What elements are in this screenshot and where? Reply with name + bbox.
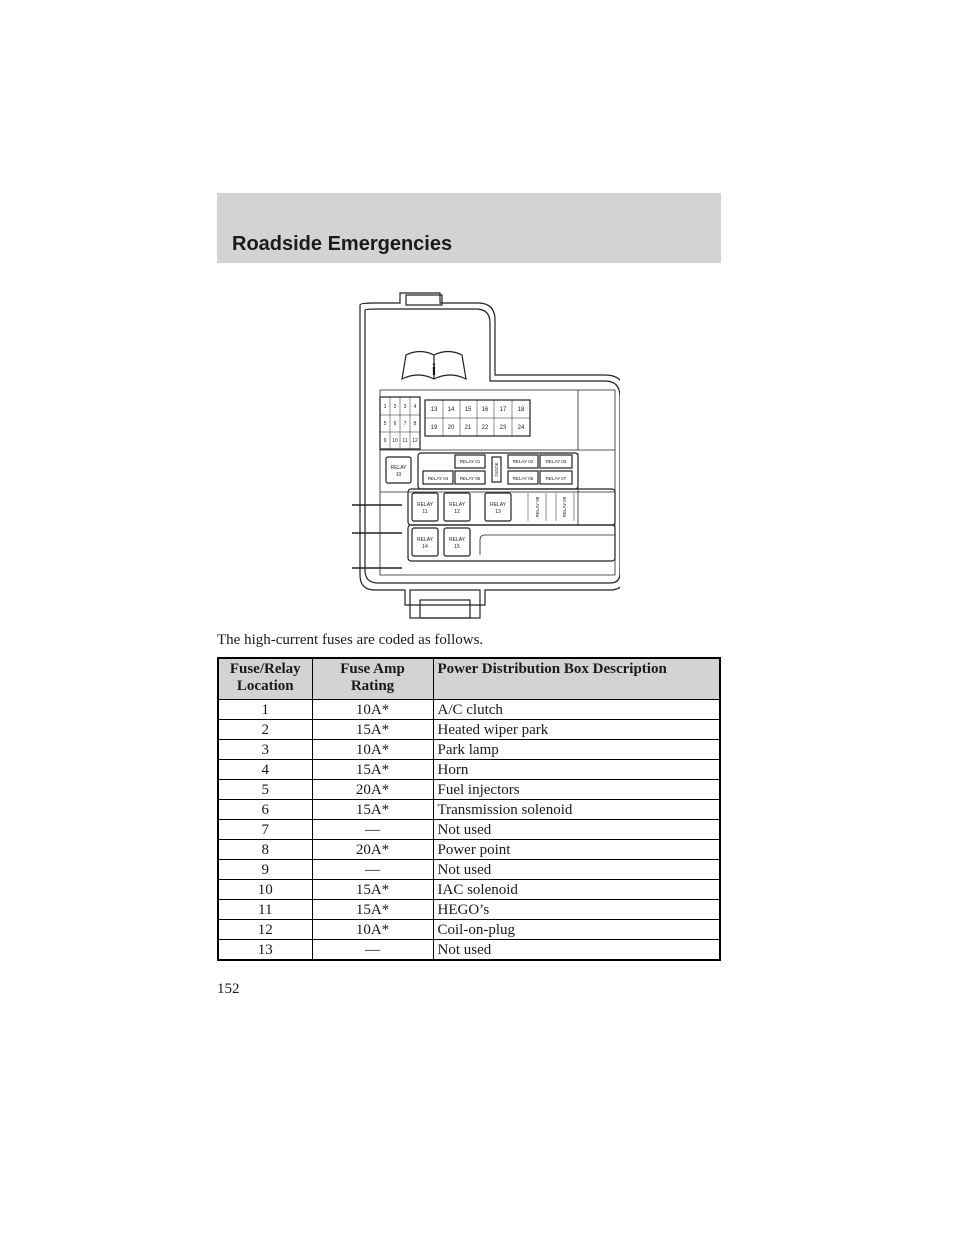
fuse-table <box>217 657 721 961</box>
table-row <box>218 880 720 900</box>
section-title: Roadside Emergencies <box>232 233 453 255</box>
cell-amp-rating: 10A* <box>312 920 433 940</box>
table-row <box>218 860 720 880</box>
cell-location: 4 <box>218 760 312 780</box>
relay-09-label: RELAY 09 <box>562 496 567 518</box>
cell-location: 6 <box>218 800 312 820</box>
cell-amp-rating: 15A* <box>312 800 433 820</box>
header-amp-line1: Fuse Amp <box>340 661 405 677</box>
header-amp-line2: Rating <box>350 678 395 694</box>
relay-11-label-line1: RELAY <box>416 502 434 508</box>
cell-location: 5 <box>218 780 312 800</box>
header-location-line2: Location <box>236 678 294 694</box>
fuse-box-diagram <box>320 285 620 625</box>
cell-location: 3 <box>218 740 312 760</box>
header-location-line1: Fuse/Relay <box>229 661 301 677</box>
relay-10-label-line1: RELAY <box>390 465 407 471</box>
fuse-17-label: 17 <box>499 407 507 413</box>
fuse-24-label: 24 <box>517 425 525 431</box>
fuse-5-label: 5 <box>383 421 387 427</box>
fuse-6-label: 6 <box>393 421 397 427</box>
relay-15-label-line1: RELAY <box>448 537 466 543</box>
table-row <box>218 780 720 800</box>
fuse-19-label: 19 <box>430 425 438 431</box>
fuse-4-label: 4 <box>413 404 417 410</box>
cell-description: IAC solenoid <box>433 880 720 900</box>
relay-12-label-line1: RELAY <box>448 502 466 508</box>
table-row <box>218 800 720 820</box>
cell-description: HEGO’s <box>433 900 720 920</box>
header-amp-rating <box>312 658 433 700</box>
relay-02-label: RELAY 02 <box>512 459 534 464</box>
mini-fuse-labels <box>384 404 418 444</box>
cell-description: Heated wiper park <box>433 720 720 740</box>
cell-amp-rating: 20A* <box>312 840 433 860</box>
fuse-7-label: 7 <box>403 421 407 427</box>
cell-location: 12 <box>218 920 312 940</box>
table-row <box>218 720 720 740</box>
fuse-2-label: 2 <box>393 404 397 410</box>
table-header-row <box>218 658 720 700</box>
cell-amp-rating: 15A* <box>312 720 433 740</box>
intro-text: The high-current fuses are coded as follows. <box>217 632 484 648</box>
cell-amp-rating: 15A* <box>312 880 433 900</box>
cell-amp-rating: 15A* <box>312 760 433 780</box>
relay-06-label: RELAY 06 <box>512 476 534 481</box>
maxi-fuse-labels <box>431 407 525 431</box>
cell-description: Not used <box>433 940 720 961</box>
fuse-9-label: 9 <box>383 438 387 444</box>
fuse-12-label: 12 <box>412 438 418 444</box>
relay-07-label: RELAY 07 <box>545 476 567 481</box>
fuse-3-label: 3 <box>403 404 407 410</box>
cell-location: 7 <box>218 820 312 840</box>
fuse-16-label: 16 <box>481 407 489 413</box>
table-row <box>218 760 720 780</box>
fuse-15-label: 15 <box>464 407 472 413</box>
fuse-18-label: 18 <box>517 407 525 413</box>
cell-amp-rating: 20A* <box>312 780 433 800</box>
relay-13-label-line1: RELAY <box>489 502 507 508</box>
cell-description: Fuel injectors <box>433 780 720 800</box>
fuse-23-label: 23 <box>499 425 507 431</box>
fuse-11-label: 11 <box>402 438 408 444</box>
page-number: 152 <box>217 981 240 997</box>
relay-08-label: RELAY 08 <box>535 496 540 518</box>
fuse-13-label: 13 <box>430 407 438 413</box>
cell-description: Power point <box>433 840 720 860</box>
header-location <box>218 658 312 700</box>
relay-04-label: RELAY 04 <box>427 476 449 481</box>
cell-description: Transmission solenoid <box>433 800 720 820</box>
cell-amp-rating: — <box>312 940 433 961</box>
cell-description: Horn <box>433 760 720 780</box>
fuse-8-label: 8 <box>413 421 417 427</box>
relay-12-label-line2: 12 <box>454 509 460 515</box>
relay-05-label: RELAY 05 <box>459 476 481 481</box>
cell-amp-rating: — <box>312 820 433 840</box>
cell-description: Not used <box>433 860 720 880</box>
cell-location: 2 <box>218 720 312 740</box>
section-header-bar <box>217 193 721 263</box>
header-description: Power Distribution Box Description <box>433 658 720 700</box>
relay-10-label-line2: 10 <box>395 472 402 478</box>
cell-description: A/C clutch <box>433 700 720 720</box>
fuse-table-body <box>218 700 720 961</box>
fuse-10-label: 10 <box>392 438 398 444</box>
cell-description: Coil-on-plug <box>433 920 720 940</box>
table-row <box>218 700 720 720</box>
cell-location: 13 <box>218 940 312 961</box>
cell-amp-rating: 15A* <box>312 900 433 920</box>
cell-amp-rating: — <box>312 860 433 880</box>
relay-11-label-line2: 11 <box>422 509 428 515</box>
fuse-1-label: 1 <box>383 404 387 410</box>
relay-01-label: RELAY 01 <box>459 459 481 464</box>
relay-03-label: RELAY 03 <box>545 459 567 464</box>
fuse-22-label: 22 <box>481 425 489 431</box>
table-row <box>218 920 720 940</box>
relay-14-label-line1: RELAY <box>416 537 434 543</box>
relay-14-label-line2: 14 <box>422 544 428 550</box>
cell-amp-rating: 10A* <box>312 740 433 760</box>
cell-description: Not used <box>433 820 720 840</box>
cell-location: 11 <box>218 900 312 920</box>
fuse-20-label: 20 <box>447 425 455 431</box>
table-row <box>218 740 720 760</box>
relay-15-label-line2: 15 <box>454 544 460 550</box>
fuse-21-label: 21 <box>464 425 472 431</box>
fuse-14-label: 14 <box>447 407 455 413</box>
cell-amp-rating: 10A* <box>312 700 433 720</box>
cell-description: Park lamp <box>433 740 720 760</box>
cell-location: 9 <box>218 860 312 880</box>
table-row <box>218 840 720 860</box>
info-letter: i <box>431 362 437 379</box>
cell-location: 8 <box>218 840 312 860</box>
cell-location: 1 <box>218 700 312 720</box>
relay-13-label-line2: 13 <box>495 509 501 515</box>
table-row <box>218 820 720 840</box>
diode-label: DIODE <box>494 462 499 477</box>
table-row <box>218 940 720 961</box>
table-row <box>218 900 720 920</box>
cell-location: 10 <box>218 880 312 900</box>
